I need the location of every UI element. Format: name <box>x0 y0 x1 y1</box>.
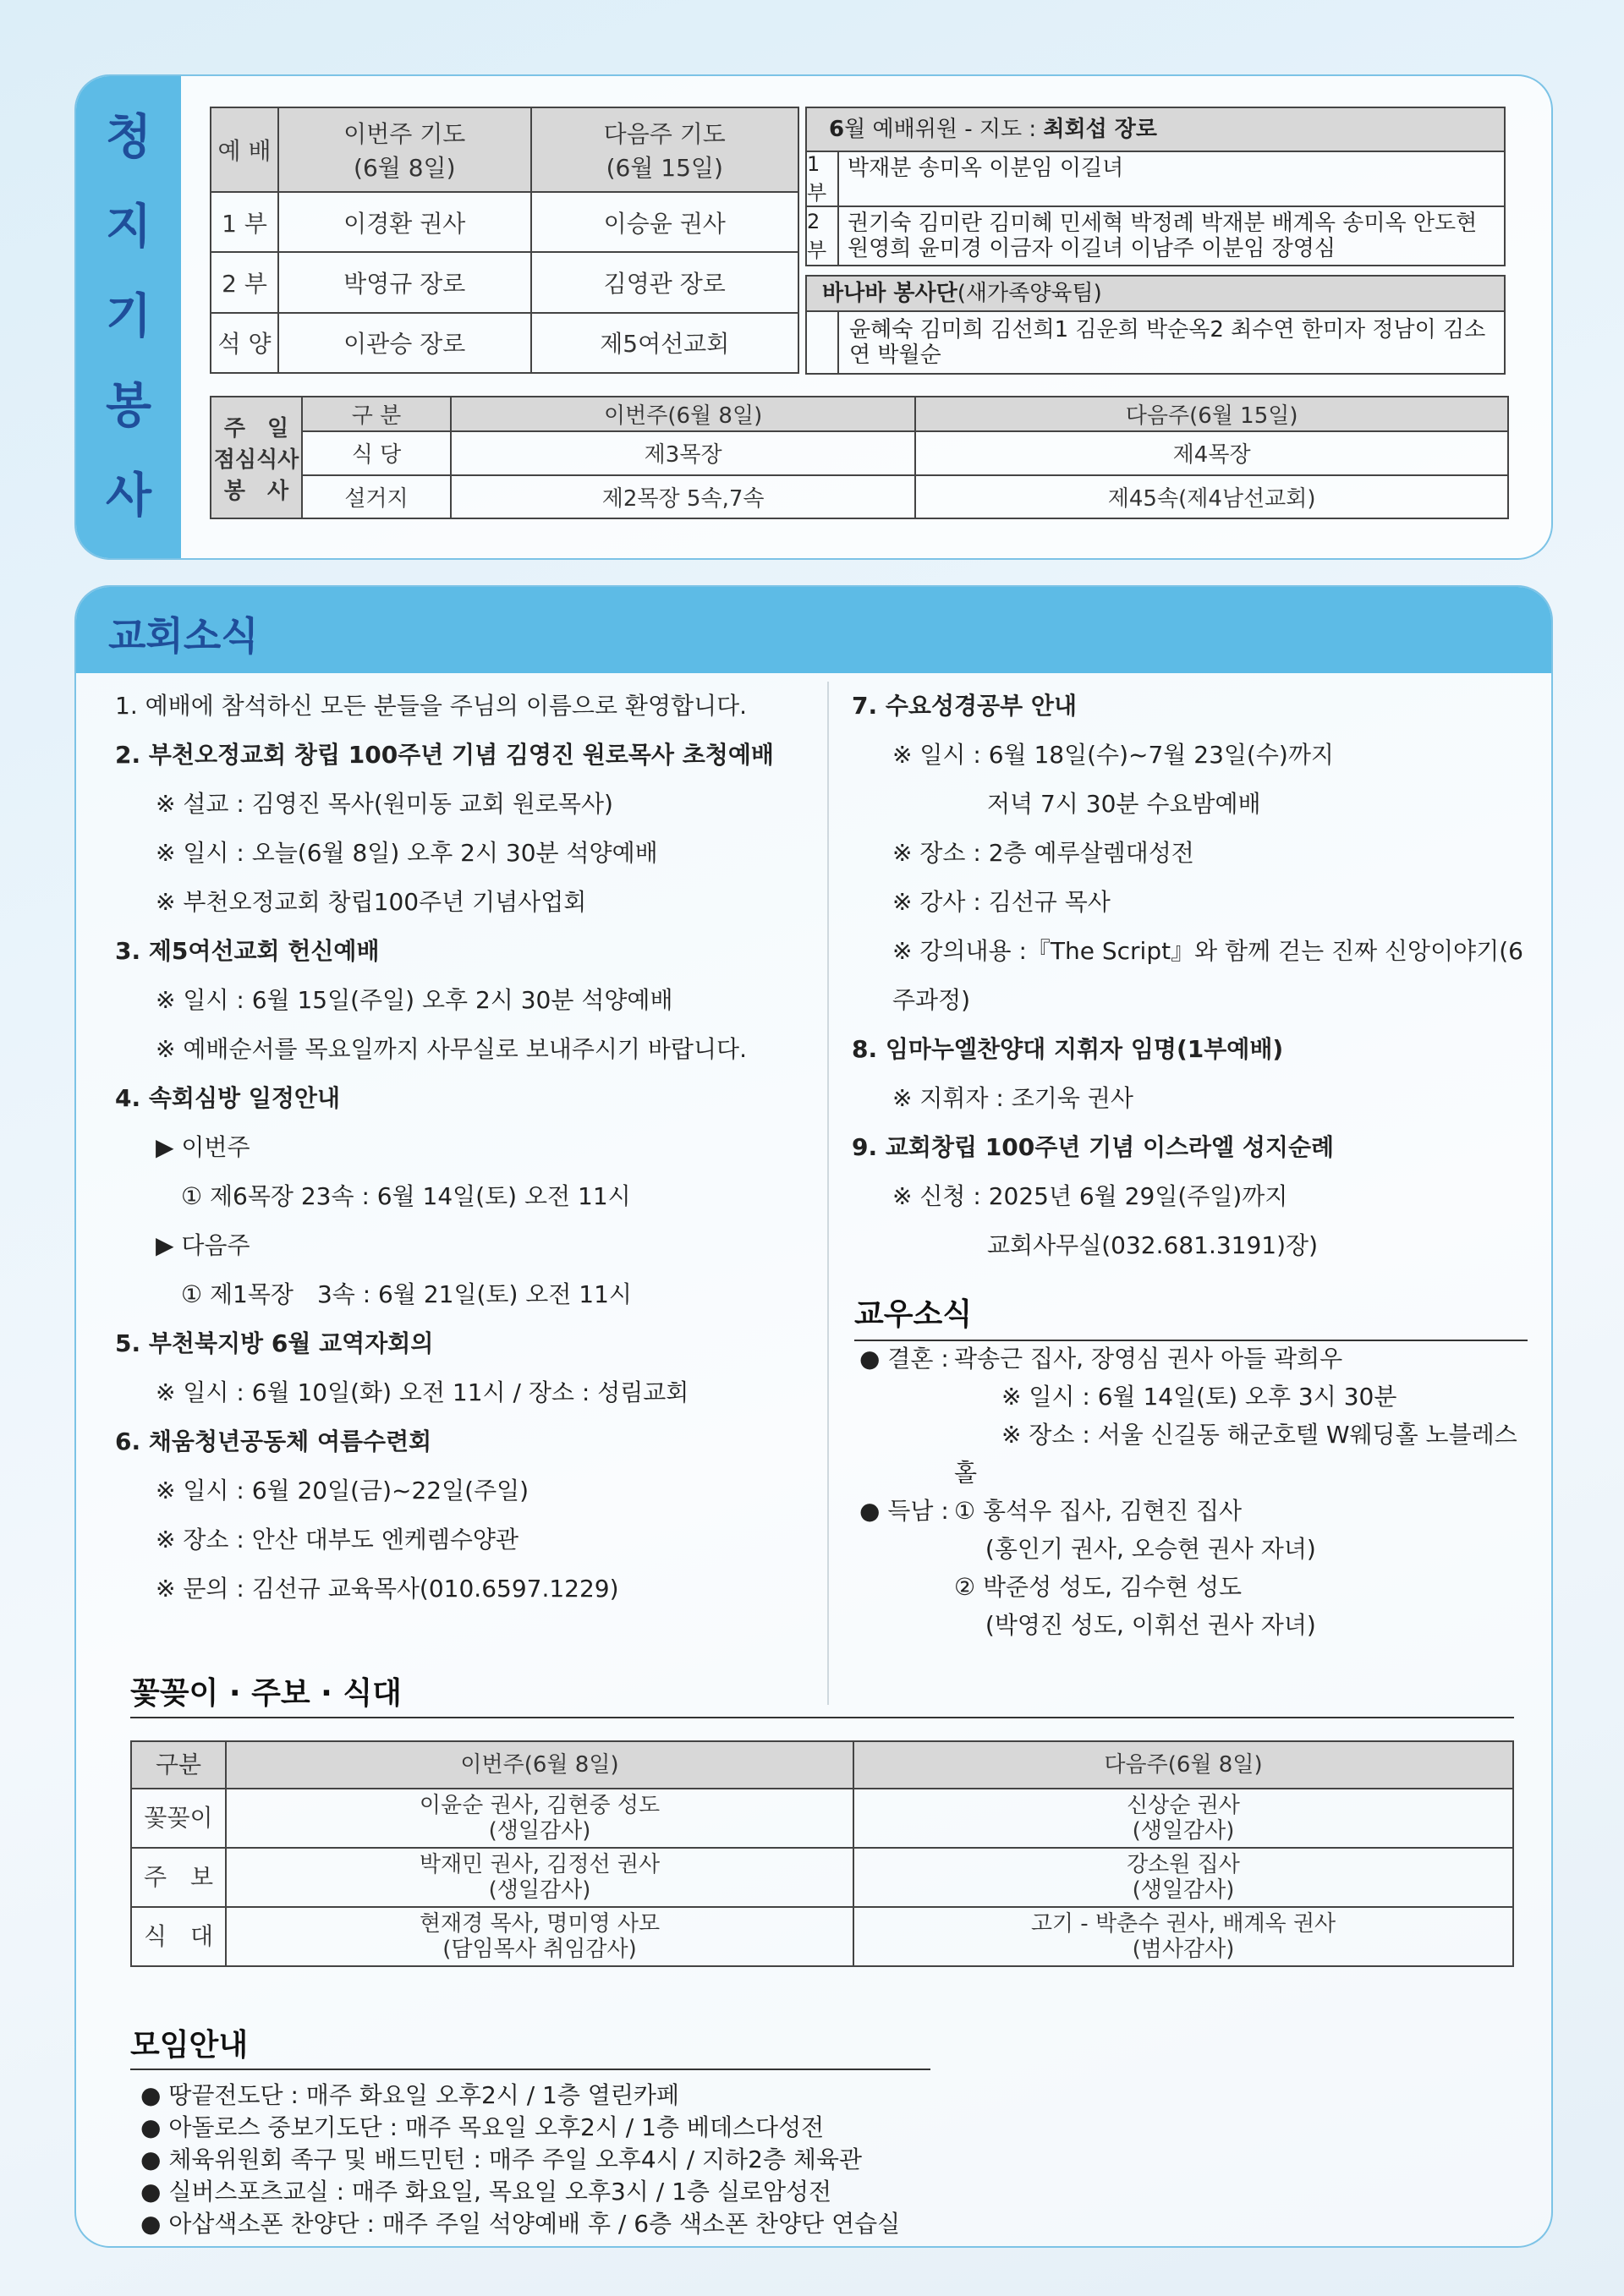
worship-title-text: 월 예배위원 - 지도 : <box>844 117 1044 142</box>
flower-row-type: 꽃꽂이 <box>131 1789 226 1848</box>
meeting-item: ● 땅끝전도단 : 매주 화요일 오후2시 / 1층 열린카페 <box>140 2081 679 2109</box>
flower-header-next: 다음주(6월 8일) <box>853 1741 1513 1789</box>
news-item: 2. 부천오정교회 창립 100주년 기념 김영진 원로목사 초청예배 <box>115 741 774 769</box>
lunch-row-type: 식 당 <box>302 431 451 475</box>
side-title-char: 사 <box>105 469 152 523</box>
flower-row-type: 주 보 <box>131 1848 226 1907</box>
news-item: 5. 부천북지방 6월 교역자회의 <box>115 1329 434 1357</box>
news-item: ※ 부천오정교회 창립100주년 기념사업회 <box>156 888 587 916</box>
flower-cell-line: 신상순 권사 <box>1127 1793 1240 1818</box>
worship-row-label: 2부 <box>807 207 839 265</box>
lunch-row-this: 제2목장 5속,7속 <box>451 475 915 519</box>
meeting-item: ● 아삽색소폰 찬양단 : 매주 주일 석양예배 후 / 6층 색소폰 찬양단 연습실 <box>140 2210 901 2238</box>
lunch-service-table <box>210 396 1509 519</box>
news-item: ※ 강사 : 김선규 목사 <box>892 888 1111 916</box>
news-item: 4. 속회심방 일정안내 <box>115 1084 341 1112</box>
lunch-header-this: 이번주(6월 8일) <box>451 397 915 431</box>
prayer-header-next-line1: 다음주 기도 <box>603 120 726 148</box>
flower-cell-line: (범사감사) <box>1132 1937 1235 1962</box>
flower-row-this <box>226 1848 853 1907</box>
worship-row-names: 권기숙 김미란 김미혜 민세혁 박정례 박재분 배계옥 송미옥 안도현 원영희 윤미경 이금자 이길녀 이남주 이분임 장영심 <box>848 211 1478 261</box>
flower-row-next <box>853 1789 1513 1848</box>
service-panel <box>74 74 1553 560</box>
alumni-list <box>859 1340 1536 1644</box>
side-title-bar <box>76 76 181 558</box>
barnabas-row <box>805 312 1506 375</box>
prayer-header-next-line2: (6월 15일) <box>606 154 723 182</box>
lunch-label-line: 봉 사 <box>223 478 289 504</box>
alumni-item-type <box>859 1606 954 1644</box>
alumni-item-type <box>859 1568 954 1606</box>
prayer-row <box>211 252 798 312</box>
alumni-item-type <box>859 1530 954 1568</box>
flower-row <box>131 1907 1513 1966</box>
lunch-row-type: 설거지 <box>302 475 451 519</box>
meetings-rule <box>130 2069 930 2070</box>
prayer-row-next: 이승윤 권사 <box>531 192 798 252</box>
news-right-column <box>852 682 1545 1270</box>
lunch-service-label <box>211 397 302 518</box>
flower-title: 꽃꽂이 · 주보 · 식대 <box>130 1676 402 1711</box>
news-item: 8. 임마누엘찬양대 지휘자 임명(1부예배) <box>852 1035 1284 1063</box>
news-item: 저녁 7시 30분 수요밤예배 <box>987 790 1261 818</box>
flower-header-type: 구분 <box>131 1741 226 1789</box>
news-panel <box>74 585 1553 2248</box>
alumni-item-type: ● 결혼 : <box>859 1345 949 1373</box>
worship-row <box>805 207 1506 266</box>
worship-row <box>805 152 1506 207</box>
prayer-row-label: 1 부 <box>211 192 278 252</box>
news-header <box>76 587 1551 673</box>
lunch-row-this: 제3목장 <box>451 431 915 475</box>
side-title-char: 청 <box>105 110 152 165</box>
meeting-item: ● 아돌로스 중보기도단 : 매주 목요일 오후2시 / 1층 베데스다성전 <box>140 2113 825 2141</box>
prayer-header-this-line1: 이번주 기도 <box>343 120 466 148</box>
lunch-label-line: 점심식사 <box>213 447 299 473</box>
side-title-char: 지 <box>105 200 152 255</box>
barnabas-row-blank <box>807 312 839 373</box>
barnabas-title-text: 바나바 봉사단 <box>822 281 957 306</box>
news-item: ▶ 다음주 <box>156 1231 250 1259</box>
lunch-header-next: 다음주(6월 15일) <box>915 397 1508 431</box>
prayer-table <box>210 107 799 374</box>
flower-row-type: 식 대 <box>131 1907 226 1966</box>
barnabas-names: 윤혜숙 김미희 김선희1 김운희 박순옥2 최수연 한미자 정남이 김소연 박월순 <box>849 317 1486 368</box>
flower-cell-line: (생일감사) <box>488 1818 591 1844</box>
worship-row-label: 1부 <box>807 152 839 205</box>
flower-cell-line: (담임목사 취임감사) <box>442 1937 637 1962</box>
alumni-item-text: ※ 일시 : 6월 14일(토) 오후 3시 30분 <box>954 1383 1397 1411</box>
flower-cell-line: (생일감사) <box>1132 1818 1235 1844</box>
news-item: ※ 일시 : 6월 15일(주일) 오후 2시 30분 석양예배 <box>156 986 673 1014</box>
news-item: ※ 일시 : 오늘(6월 8일) 오후 2시 30분 석양예배 <box>156 839 658 867</box>
alumni-item <box>859 1340 1536 1378</box>
flower-table <box>130 1740 1514 1967</box>
prayer-row-this: 이관승 장로 <box>278 313 531 373</box>
flower-cell-line: 강소원 집사 <box>1127 1852 1240 1877</box>
barnabas-title <box>805 275 1506 312</box>
prayer-row <box>211 192 798 252</box>
flower-cell-line: 박재민 권사, 김정선 권사 <box>419 1852 661 1877</box>
flower-row-next <box>853 1907 1513 1966</box>
news-item: 6. 채움청년공동체 여름수련회 <box>115 1427 432 1455</box>
alumni-item-text: (박영진 성도, 이휘선 권사 자녀) <box>954 1611 1316 1639</box>
news-item: ※ 문의 : 김선규 교육목사(010.6597.1229) <box>156 1575 619 1603</box>
lunch-row <box>211 475 1508 519</box>
prayer-row <box>211 313 798 373</box>
news-item: 7. 수요성경공부 안내 <box>852 692 1078 720</box>
flower-cell-line: (생일감사) <box>1132 1877 1235 1903</box>
flower-cell-line: (생일감사) <box>488 1877 591 1903</box>
prayer-header-next <box>531 107 798 192</box>
alumni-item-type: ● 득남 : <box>859 1497 949 1525</box>
meeting-item: ● 체육위원회 족구 및 배드민턴 : 매주 주일 오후4시 / 지하2층 체육관 <box>140 2145 863 2173</box>
news-item: ※ 강의내용 :『The Script』와 함께 걷는 진짜 신앙이야기(6주과정) <box>892 937 1523 1014</box>
alumni-item <box>859 1378 1536 1416</box>
news-item: ※ 예배순서를 목요일까지 사무실로 보내주시기 바랍니다. <box>156 1035 747 1063</box>
side-title-char: 봉 <box>105 379 152 434</box>
meetings-title: 모임안내 <box>130 2028 249 2063</box>
prayer-row-this: 이경환 권사 <box>278 192 531 252</box>
alumni-item <box>859 1492 1536 1530</box>
news-item: ※ 장소 : 2층 예루살렘대성전 <box>892 839 1194 867</box>
news-title: 교회소식 <box>108 613 259 659</box>
prayer-header-this-line2: (6월 8일) <box>354 154 456 182</box>
news-item: ※ 일시 : 6월 18일(수)~7월 23일(수)까지 <box>892 741 1334 769</box>
alumni-item-text: ② 박준성 성도, 김수현 성도 <box>954 1573 1243 1601</box>
alumni-item-text: (홍인기 권사, 오승현 권사 자녀) <box>954 1535 1316 1563</box>
news-item: ▶ 이번주 <box>156 1133 250 1161</box>
news-item: 1. 예배에 참석하신 모든 분들을 주님의 이름으로 환영합니다. <box>115 692 748 720</box>
flower-cell-line: 고기 - 박춘수 권사, 배계옥 권사 <box>1030 1911 1336 1937</box>
alumni-item <box>859 1606 1536 1644</box>
flower-row <box>131 1789 1513 1848</box>
news-item: 교회사무실(032.681.3191)장) <box>987 1231 1319 1259</box>
flower-row-this <box>226 1907 853 1966</box>
worship-month: 6 <box>829 117 845 142</box>
worship-leader: 최회섭 장로 <box>1043 117 1158 142</box>
side-title-char: 기 <box>105 289 152 344</box>
prayer-row-this: 박영규 장로 <box>278 252 531 312</box>
prayer-row-next: 제5여선교회 <box>531 313 798 373</box>
flower-row-this <box>226 1789 853 1848</box>
column-divider <box>827 682 829 1705</box>
prayer-row-label: 2 부 <box>211 252 278 312</box>
news-item: ① 제1목장 3속 : 6월 21일(토) 오전 11시 <box>181 1280 632 1308</box>
alumni-item-text: ① 홍석우 집사, 김현진 집사 <box>954 1497 1243 1525</box>
lunch-header-type: 구 분 <box>302 397 451 431</box>
lunch-row-next: 제45속(제4남선교회) <box>915 475 1508 519</box>
news-item: 9. 교회창립 100주년 기념 이스라엘 성지순례 <box>852 1133 1335 1161</box>
prayer-row-label: 석 양 <box>211 313 278 373</box>
meeting-item: ● 실버스포츠교실 : 매주 화요일, 목요일 오후3시 / 1층 실로암성전 <box>140 2178 832 2206</box>
prayer-header-this <box>278 107 531 192</box>
news-left-column <box>115 682 842 1614</box>
alumni-item <box>859 1530 1536 1568</box>
lunch-row <box>211 431 1508 475</box>
lunch-label-line: 주 일 <box>223 415 289 441</box>
worship-row-names: 박재분 송미옥 이분임 이길녀 <box>848 156 1124 181</box>
alumni-item-type <box>859 1416 954 1492</box>
news-item: ※ 설교 : 김영진 목사(원미동 교회 원로목사) <box>156 790 613 818</box>
alumni-item-type <box>859 1378 954 1416</box>
flower-cell-line: 이윤순 권사, 김현중 성도 <box>419 1793 661 1818</box>
flower-row <box>131 1848 1513 1907</box>
news-item: ※ 신청 : 2025년 6월 29일(주일)까지 <box>892 1182 1288 1210</box>
alumni-title: 교우소식 <box>854 1297 973 1332</box>
prayer-row-next: 김영관 장로 <box>531 252 798 312</box>
news-item: ※ 장소 : 안산 대부도 엔케렘수양관 <box>156 1526 519 1553</box>
alumni-item <box>859 1568 1536 1606</box>
prayer-header-service: 예 배 <box>211 107 278 192</box>
barnabas-subtitle: (새가족양육팀) <box>957 281 1102 306</box>
alumni-item-text: ※ 장소 : 서울 신길동 해군호텔 W웨딩홀 노블레스홀 <box>954 1421 1517 1487</box>
alumni-item-text: 곽송근 집사, 장영심 권사 아들 곽희우 <box>954 1345 1343 1373</box>
worship-committee-box <box>805 107 1506 375</box>
flower-row-next <box>853 1848 1513 1907</box>
news-item: ※ 일시 : 6월 20일(금)~22일(주일) <box>156 1477 529 1504</box>
news-item: ※ 지휘자 : 조기욱 권사 <box>892 1084 1133 1112</box>
alumni-item <box>859 1416 1536 1492</box>
news-item: 3. 제5여선교회 헌신예배 <box>115 937 380 965</box>
news-item: ※ 일시 : 6월 10일(화) 오전 11시 / 장소 : 성림교회 <box>156 1378 689 1406</box>
news-item: ① 제6목장 23속 : 6월 14일(토) 오전 11시 <box>181 1182 631 1210</box>
lunch-row-next: 제4목장 <box>915 431 1508 475</box>
flower-rule <box>130 1717 1514 1718</box>
meetings-list <box>140 2080 900 2240</box>
flower-header-this: 이번주(6월 8일) <box>226 1741 853 1789</box>
worship-committee-title <box>805 107 1506 152</box>
flower-cell-line: 현재경 목사, 명미영 사모 <box>419 1911 661 1937</box>
